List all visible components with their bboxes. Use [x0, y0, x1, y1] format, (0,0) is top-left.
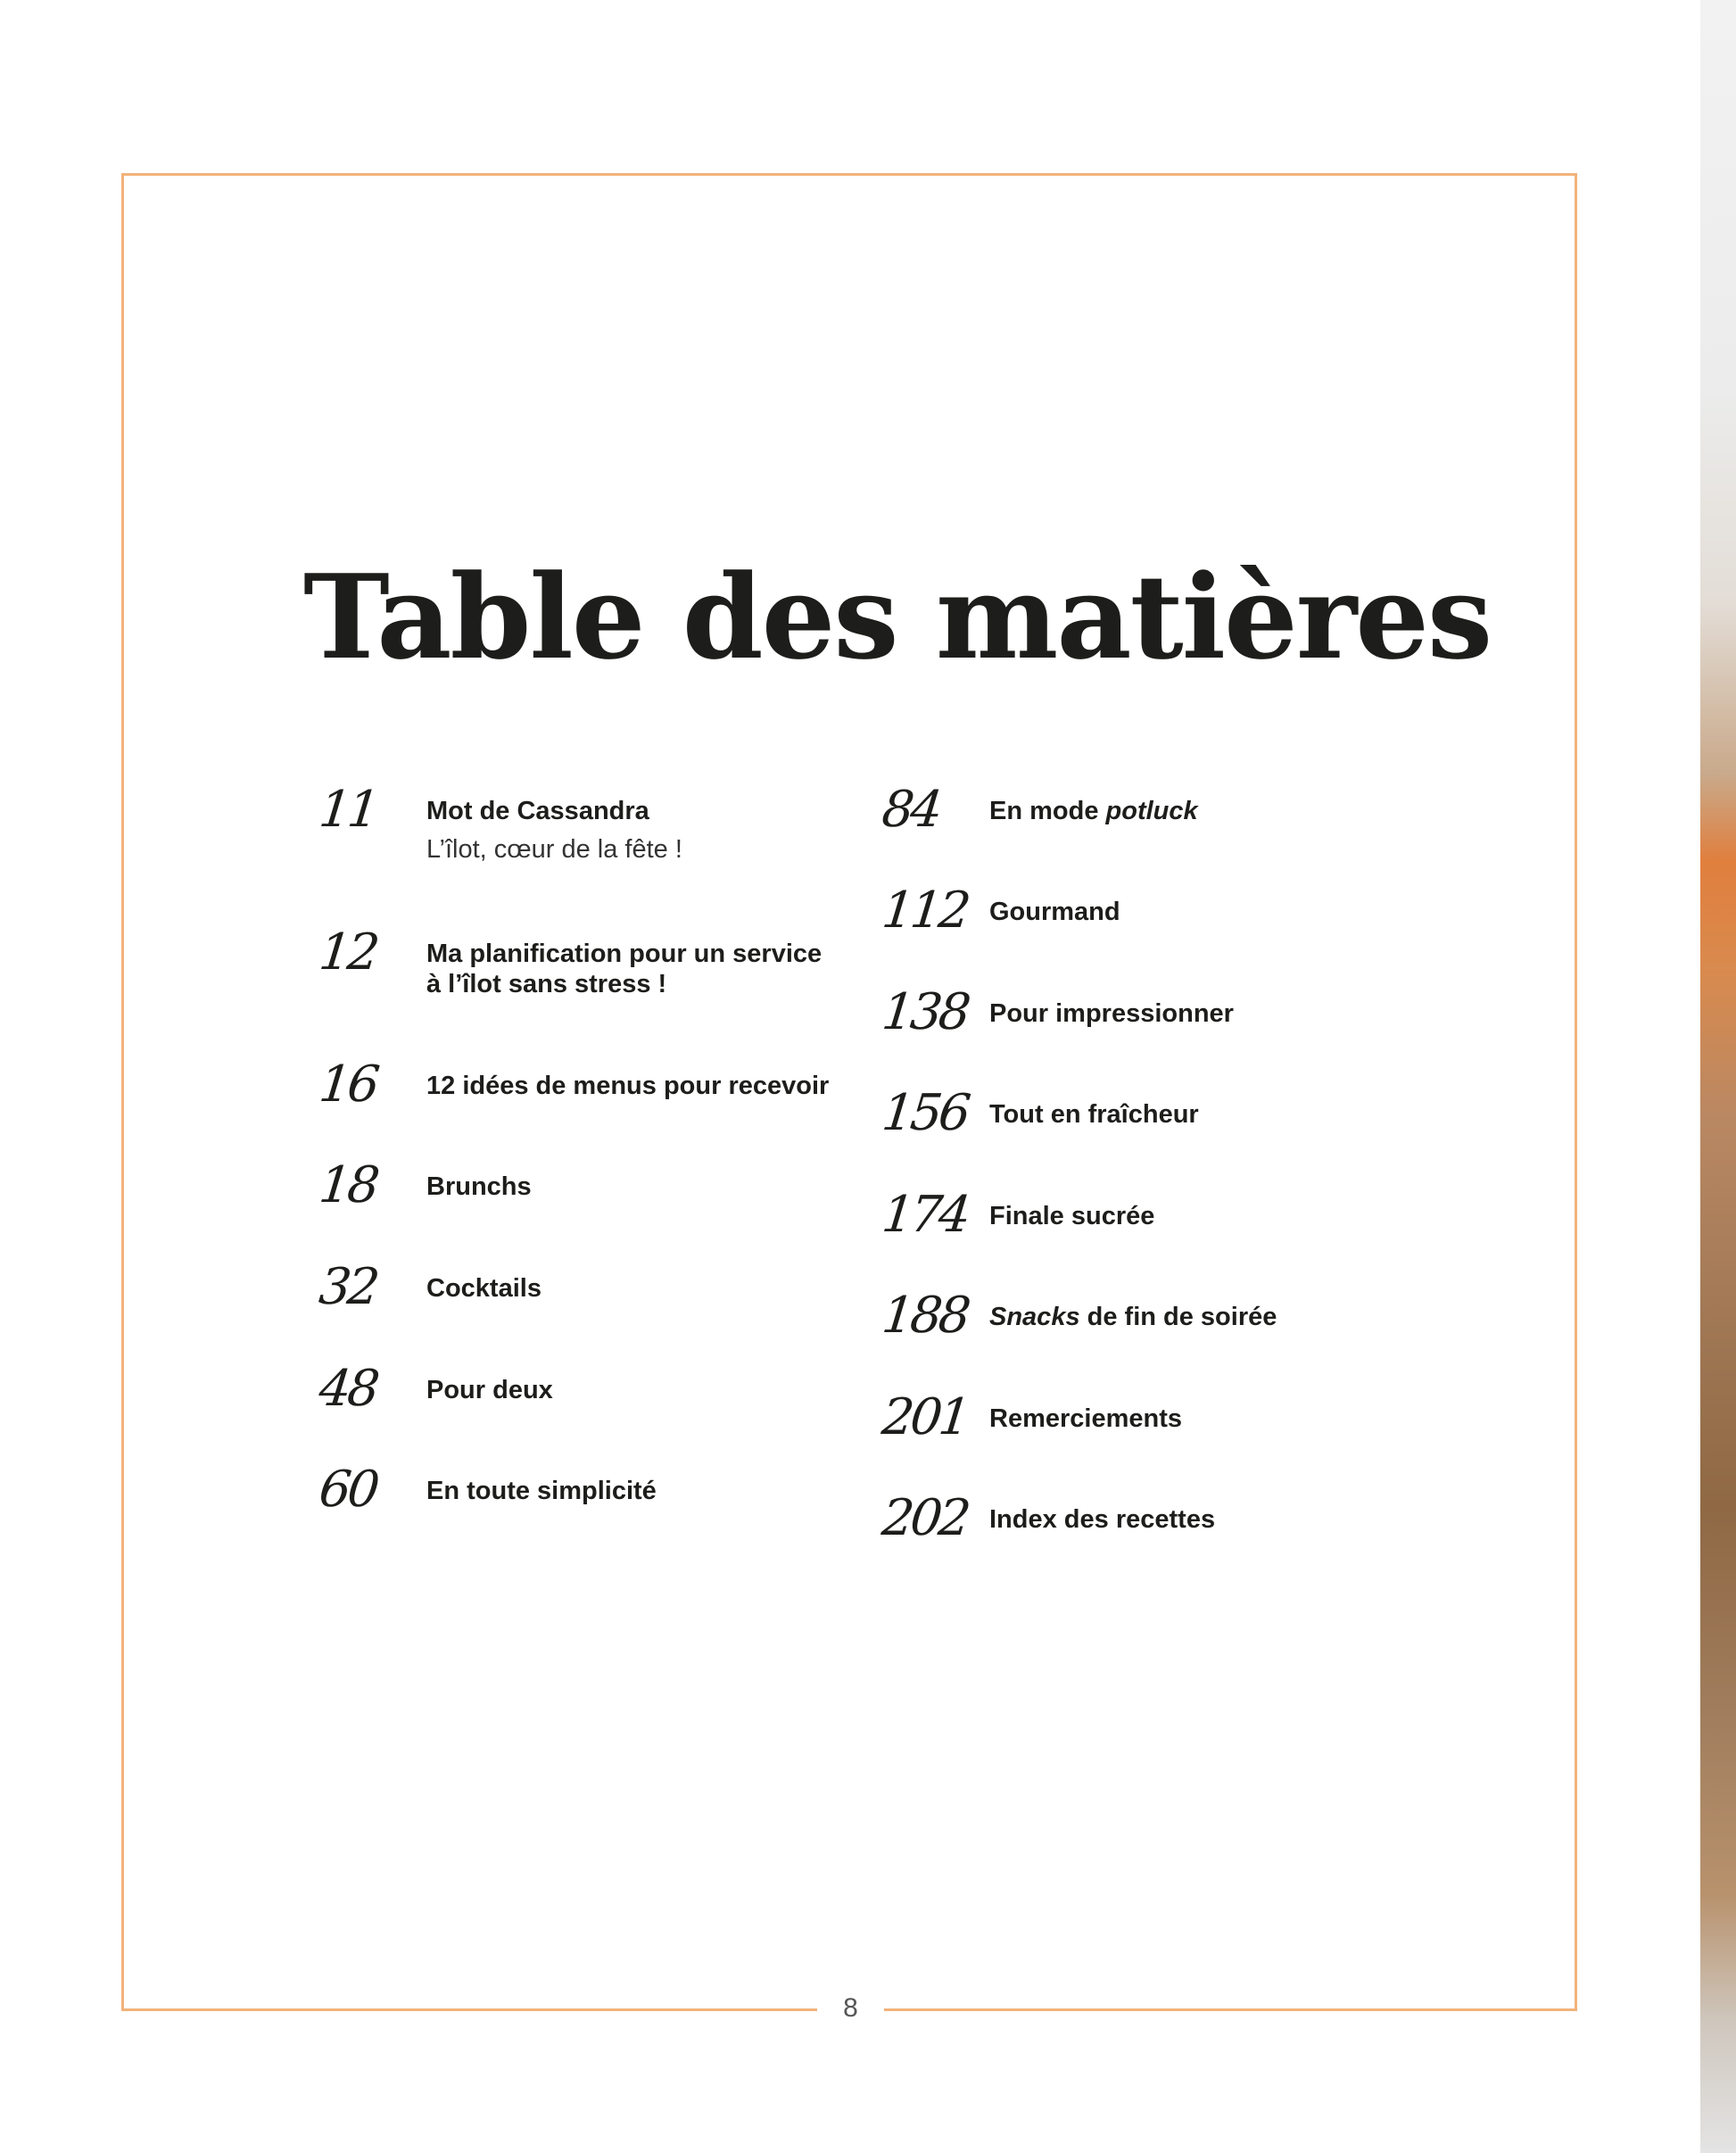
food-photo-edge [1700, 0, 1736, 2153]
toc-entry-title-prefix: En mode [989, 797, 1106, 825]
toc-entry-title [989, 796, 1198, 827]
toc-entry-title: Tout en fraîcheur [989, 1100, 1199, 1129]
frame-bottom-line-right [884, 2008, 1577, 2011]
toc-entry-title-line2: à l’îlot sans stress ! [426, 970, 667, 998]
toc-page-number: 18 [316, 1156, 379, 1214]
toc-page-number: 16 [316, 1056, 379, 1114]
toc-page-number: 48 [316, 1360, 379, 1418]
toc-page-number: 188 [879, 1287, 971, 1345]
toc-page-number: 174 [879, 1186, 971, 1244]
toc-page-number: 12 [316, 923, 379, 981]
page-title: Table des matières [303, 549, 1492, 685]
toc-page-number: 112 [879, 882, 971, 940]
toc-entry-title-emphasis: Snacks [989, 1303, 1080, 1331]
toc-page-number: 201 [879, 1388, 971, 1446]
toc-entry-title: 12 idées de menus pour recevoir [426, 1072, 830, 1100]
toc-entry-title: Gourmand [989, 898, 1120, 926]
toc-entry-title [989, 1302, 1277, 1333]
toc-entry-title: Remerciements [989, 1404, 1182, 1433]
toc-page-number: 156 [879, 1084, 971, 1142]
toc-entry-title: Pour impressionner [989, 999, 1234, 1028]
toc-entry-title: Ma planification pour un service [426, 940, 823, 968]
toc-page-number: 138 [879, 983, 971, 1041]
toc-page-number: 84 [879, 781, 942, 839]
page-number: 8 [843, 1993, 858, 2023]
toc-entry-title-emphasis: potluck [1105, 797, 1198, 825]
toc-entry-title: Index des recettes [989, 1505, 1216, 1534]
toc-entry-title: Pour deux [426, 1376, 553, 1404]
toc-page-number: 60 [316, 1461, 379, 1519]
toc-entry-title: Mot de Cassandra [426, 797, 649, 825]
toc-entry-title: En toute simplicité [426, 1477, 657, 1505]
toc-entry-title: Cocktails [426, 1274, 541, 1303]
frame-bottom-line-left [121, 2008, 817, 2011]
toc-page-number: 202 [879, 1489, 971, 1547]
toc-entry-subtitle: L’îlot, cœur de la fête ! [426, 835, 682, 864]
toc-page-number: 32 [316, 1258, 379, 1316]
toc-entry-title: Brunchs [426, 1172, 532, 1201]
toc-page-number: 11 [316, 781, 379, 839]
toc-entry-title-suffix: de fin de soirée [1079, 1303, 1277, 1331]
toc-entry-title: Finale sucrée [989, 1202, 1155, 1230]
